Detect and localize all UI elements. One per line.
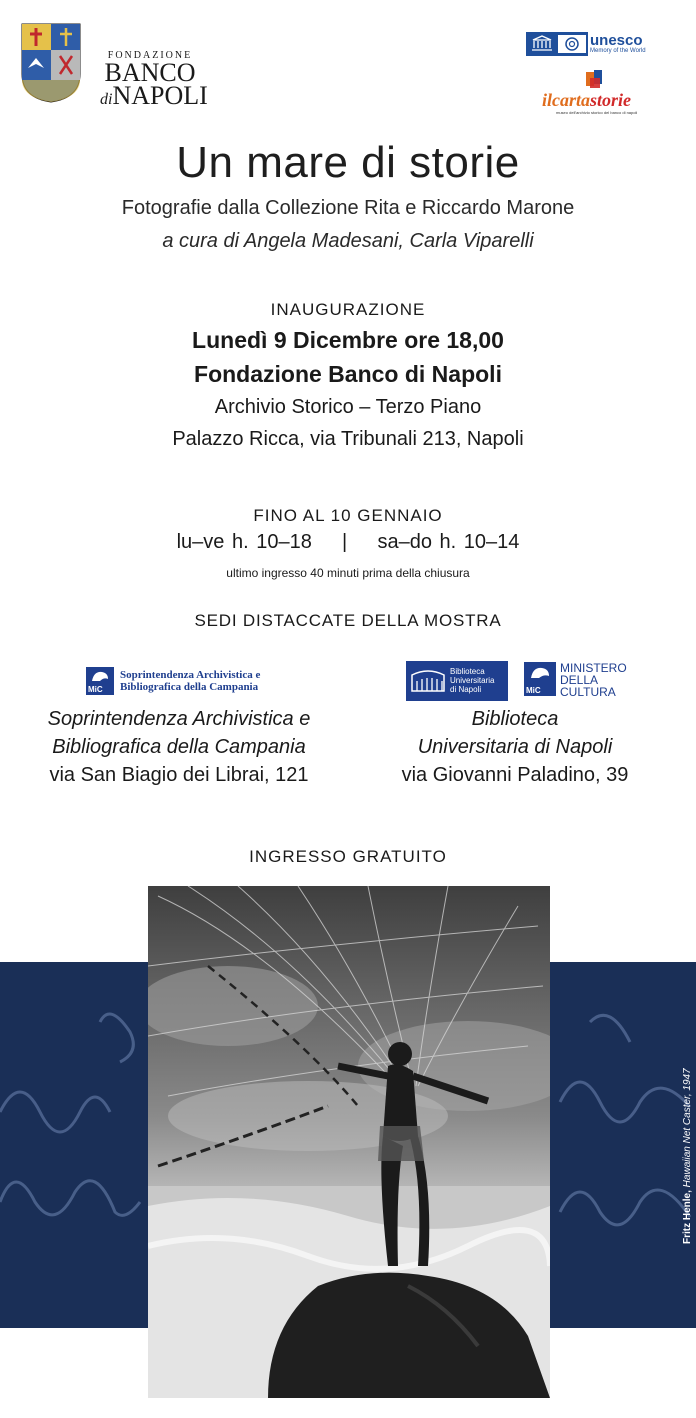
unesco-label: unesco bbox=[590, 32, 643, 49]
logo-banco-text: BANCO bbox=[104, 58, 196, 87]
ministero-line3: CULTURA bbox=[560, 685, 616, 699]
biblioteca-logo-text bbox=[450, 667, 494, 694]
mic-label: MiC bbox=[526, 686, 541, 695]
venue-name: Fondazione Banco di Napoli bbox=[194, 361, 502, 387]
ministero-logo-text bbox=[560, 662, 627, 698]
mic-label: MiC bbox=[88, 685, 103, 694]
cartastorie-carta: carta bbox=[552, 90, 591, 110]
venue-archive: Archivio Storico – Terzo Piano bbox=[214, 396, 482, 418]
ministero-line2: DELLA bbox=[560, 673, 599, 687]
cartastorie-storie: storie bbox=[590, 90, 632, 110]
photo-credit bbox=[673, 1044, 691, 1244]
cartastorie-il: il bbox=[542, 90, 553, 110]
biblioteca-universitaria-logo bbox=[406, 661, 508, 701]
sede-left-address: via San Biagio dei Librai, 121 bbox=[49, 764, 309, 786]
il-cartastorie-logo bbox=[542, 68, 642, 116]
logo-napoli-text: NAPOLI bbox=[112, 81, 208, 110]
exhibition-until: FINO AL 10 GENNAIO bbox=[253, 506, 443, 525]
curators-line: a cura di Angela Madesani, Carla Viparelli bbox=[162, 230, 534, 252]
ministero-line1: MINISTERO bbox=[560, 661, 627, 675]
unesco-subtitle: Memory of the World bbox=[590, 48, 646, 54]
mic-emblem-icon bbox=[86, 667, 114, 695]
soprintendenza-logo bbox=[86, 667, 306, 697]
biblioteca-logo-line2: Universitaria bbox=[450, 676, 495, 685]
photo-credit-text bbox=[682, 1068, 693, 1244]
credit-title: Hawaiian Net Caster, 1947 bbox=[682, 1068, 693, 1191]
logo-napoli-line bbox=[100, 81, 208, 111]
mic-emblem-icon bbox=[524, 662, 556, 696]
sede-biblioteca bbox=[360, 705, 670, 789]
cartastorie-emblem-icon bbox=[584, 68, 606, 90]
soprintendenza-logo-line1: Soprintendenza Archivistica e bbox=[120, 669, 261, 681]
inaugurazione-label: INAUGURAZIONE bbox=[270, 300, 426, 319]
logo-di-text: di bbox=[100, 91, 113, 108]
fondazione-banco-di-napoli-logo bbox=[100, 50, 208, 111]
sede-left-name-line1: Soprintendenza Archivistica e bbox=[47, 708, 311, 730]
biblioteca-logo-line3: di Napoli bbox=[450, 685, 482, 694]
sedi-heading: SEDI DISTACCATE DELLA MOSTRA bbox=[194, 611, 502, 630]
ministero-cultura-logo bbox=[524, 662, 634, 698]
soprintendenza-logo-line2: Bibliografica della Campania bbox=[120, 681, 259, 693]
soprintendenza-logo-text bbox=[120, 669, 260, 693]
inauguration-date: Lunedì 9 Dicembre ore 18,00 bbox=[192, 327, 504, 353]
cartastorie-subtitle: museo dell'archivio storico del banco di napoli bbox=[556, 110, 638, 115]
credit-author: Fritz Henle, bbox=[682, 1190, 693, 1244]
cartastorie-wordmark bbox=[542, 90, 631, 111]
sede-right-name-line1: Biblioteca bbox=[471, 708, 559, 730]
unesco-emblem-icon bbox=[526, 32, 588, 56]
logo-fondazione-text: FONDAZIONE bbox=[107, 50, 193, 61]
sede-soprintendenza bbox=[20, 705, 338, 789]
unesco-memory-of-the-world-logo bbox=[526, 32, 658, 56]
sede-left-name-line2: Bibliografica della Campania bbox=[52, 736, 306, 758]
exhibition-subtitle: Fotografie dalla Collezione Rita e Riccardo Marone bbox=[121, 197, 575, 219]
opening-hours: lu–ve h. 10–18 | sa–do h. 10–14 bbox=[176, 531, 520, 553]
sede-right-name-line2: Universitaria di Napoli bbox=[417, 736, 613, 758]
colosseum-icon bbox=[408, 661, 448, 701]
free-entry-label: INGRESSO GRATUITO bbox=[249, 847, 447, 866]
banco-di-napoli-crest-logo bbox=[20, 22, 82, 104]
sede-right-address: via Giovanni Paladino, 39 bbox=[401, 764, 629, 786]
last-entry-note: ultimo ingresso 40 minuti prima della chiusura bbox=[226, 566, 470, 580]
biblioteca-logo-line1: Biblioteca bbox=[450, 667, 485, 676]
exhibition-title: Un mare di storie bbox=[176, 138, 520, 187]
venue-address: Palazzo Ricca, via Tribunali 213, Napoli bbox=[172, 428, 524, 450]
hawaiian-net-caster-photo bbox=[148, 886, 550, 1398]
